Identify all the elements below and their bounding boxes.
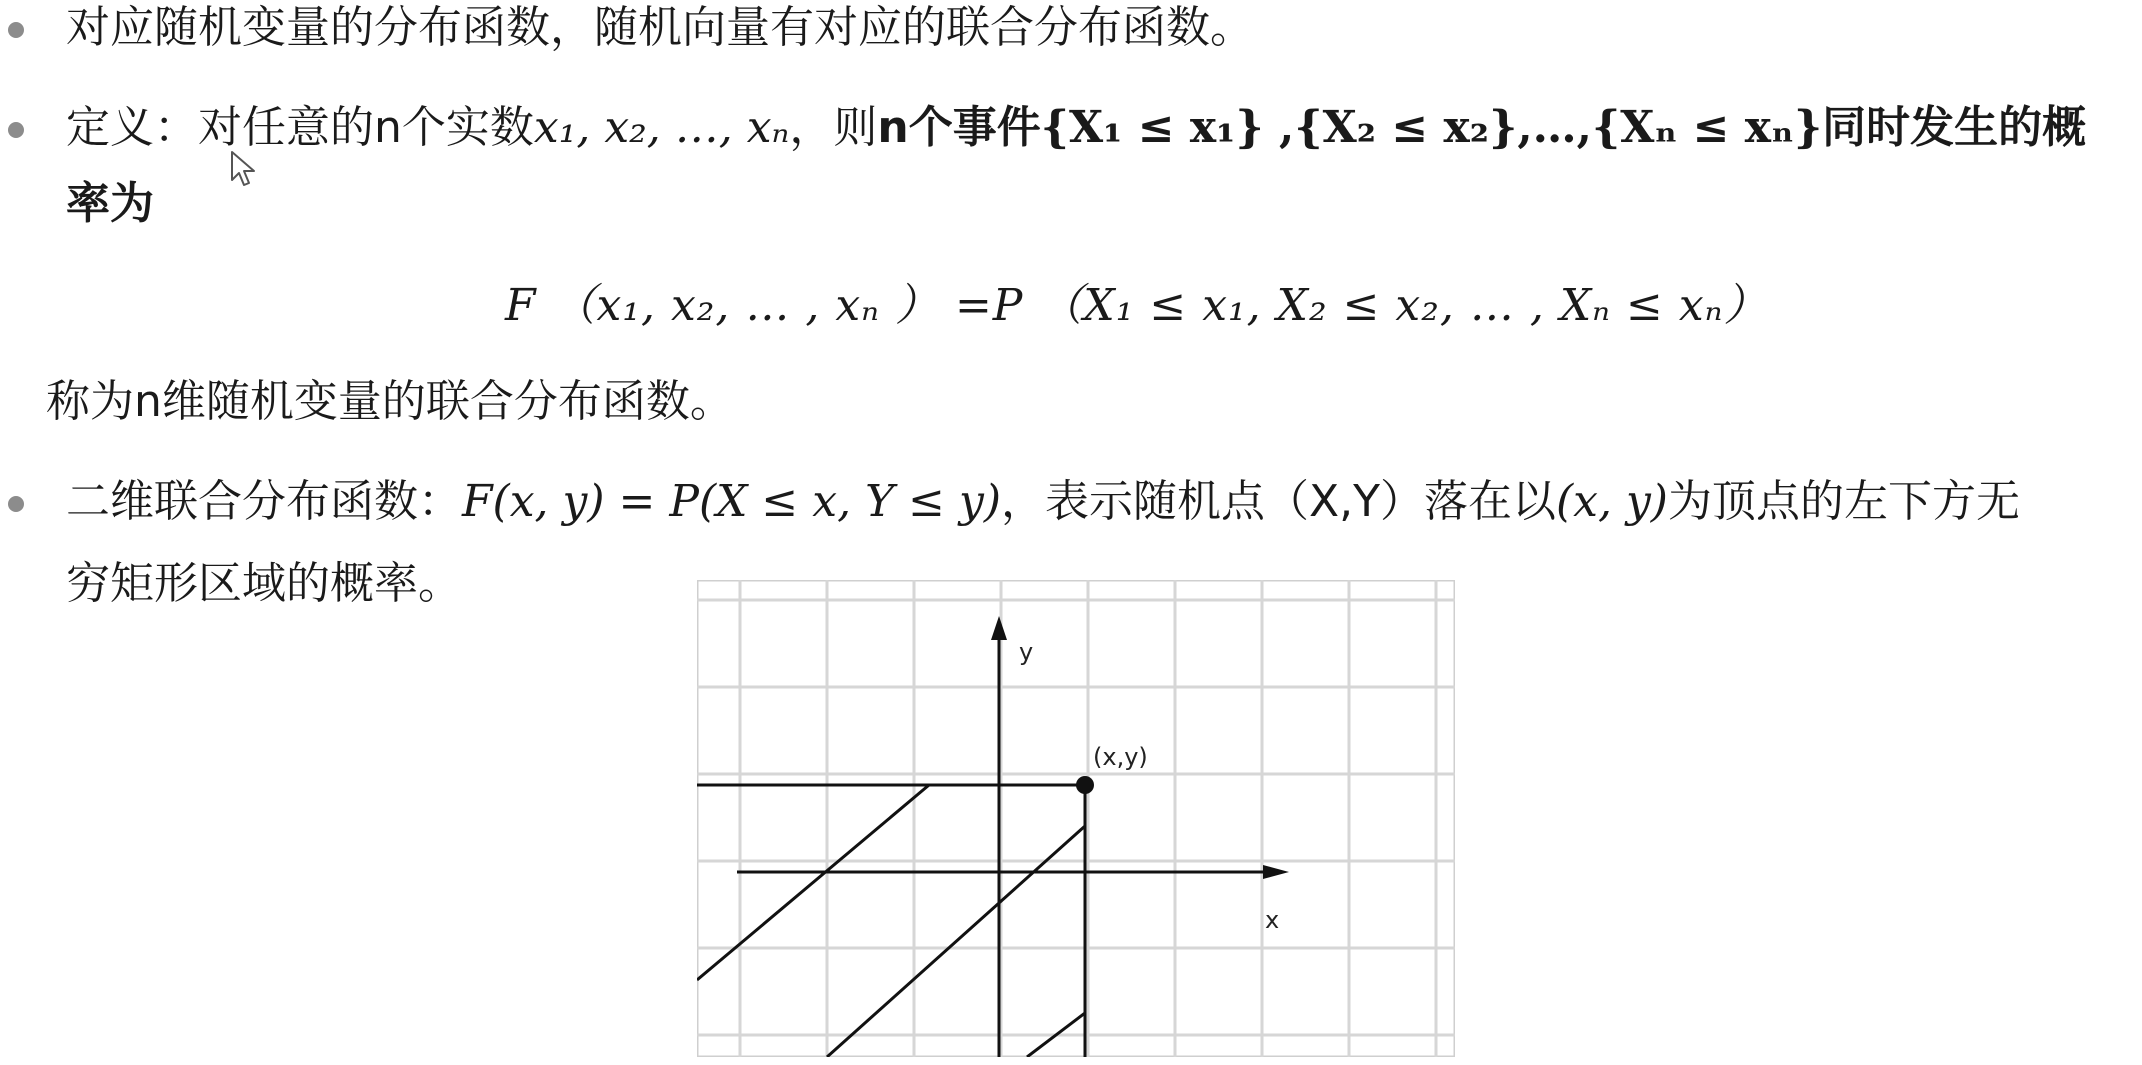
x-axis-label: x (1265, 906, 1280, 934)
real-number-vars: x₁, x₂, …, xₙ (533, 102, 790, 153)
2d-middle: ，表示随机点（X,Y）落在以 (1000, 476, 1556, 527)
point-label: (x,y) (1093, 743, 1148, 771)
joint-distribution-diagram (697, 580, 1455, 1057)
bullet-dot-icon (8, 22, 24, 38)
diagram-frame (697, 580, 1455, 1057)
definition-prefix: 定义：对任意的n个实数 (66, 102, 534, 153)
2d-suffix: 为顶点的左下方无 (1667, 476, 2020, 527)
events-suffix: 同时发生的概 (1822, 102, 2087, 153)
2d-prefix: 二维联合分布函数： (66, 476, 462, 527)
y-axis-label: y (1019, 638, 1034, 666)
bullet-2-line-2: 率为 (66, 178, 154, 229)
events-prefix: n个事件 (877, 102, 1041, 153)
conclusion-text: 称为n维随机变量的联合分布函数。 (46, 376, 734, 427)
mouse-cursor-icon (230, 150, 258, 190)
bullet-dot-icon (8, 122, 24, 138)
bullet-dot-icon (8, 496, 24, 512)
2d-point: (x, y) (1556, 476, 1668, 527)
events-list: {X₁ ≤ x₁} ,{X₂ ≤ x₂},…,{Xₙ ≤ xₙ} (1040, 102, 1823, 153)
bullet-1-text: 对应随机变量的分布函数，随机向量有对应的联合分布函数。 (66, 2, 1254, 53)
diagram-svg (697, 580, 1455, 1057)
point-marker (1076, 776, 1094, 794)
joint-distribution-formula: F （x₁, x₂, … , xₙ ） =P （X₁ ≤ x₁, X₂ ≤ x₂, … , Xₙ ≤ xₙ） (505, 280, 1769, 331)
bullet-2-line-1 (66, 92, 2086, 164)
diagram-grid (697, 580, 1455, 1057)
bullet-3-line-2: 穷矩形区域的概率。 (66, 558, 462, 609)
bullet-3-line-1 (66, 466, 2020, 538)
definition-mid: ，则 (789, 102, 878, 153)
2d-formula: F(x, y) = P(X ≤ x, Y ≤ y) (462, 476, 1001, 527)
